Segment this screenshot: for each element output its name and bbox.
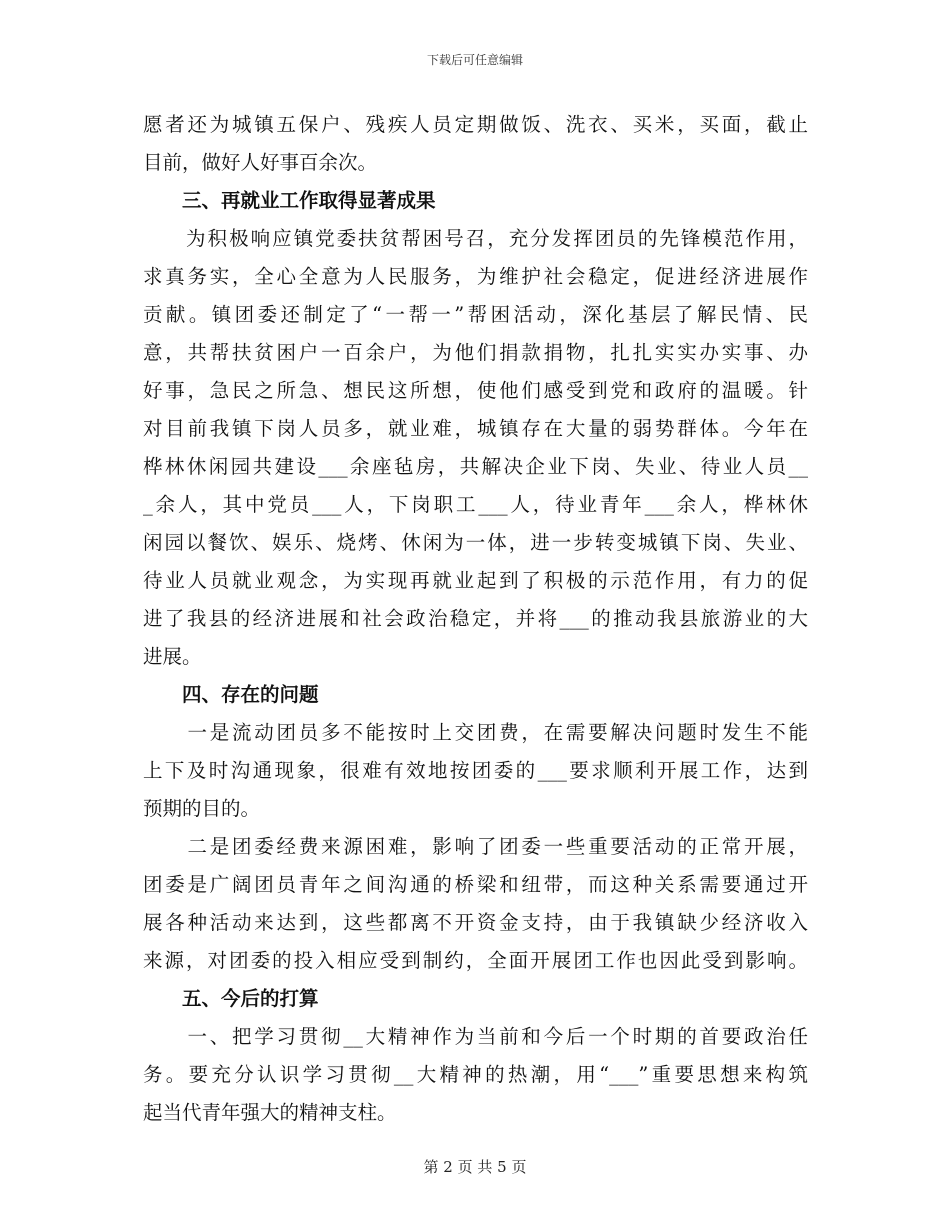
page-number-footer: 第 2 页 共 5 页	[423, 1158, 527, 1176]
body-line: 意，共帮扶贫困户一百余户，为他们捐款捐物，扎扎实实办实事、办	[143, 341, 808, 364]
body-line: 桦林休闲园共建设___余座毡房，共解决企业下岗、失业、待业人员__	[143, 455, 808, 478]
body-line: 上下及时沟通现象，很难有效地按团委的___要求顺利开展工作，达到	[143, 759, 808, 782]
body-line: 预期的目的。	[143, 797, 261, 820]
body-line: _余人，其中党员___人，下岗职工___人，待业青年___余人，桦林休	[143, 493, 808, 516]
document-body	[143, 106, 808, 1132]
body-line: 进了我县的经济进展和社会政治稳定，并将___的推动我县旅游业的大	[143, 607, 808, 630]
body-line: 好事，急民之所急、想民这所想，使他们感受到党和政府的温暖。针	[143, 379, 808, 402]
section-heading: 四、存在的问题	[143, 683, 319, 706]
body-line: 一、把学习贯彻__大精神作为当前和今后一个时期的首要政治任	[143, 1025, 808, 1048]
body-line: 起当代青年强大的精神支柱。	[143, 1101, 397, 1124]
body-line: 求真务实，全心全意为人民服务，为维护社会稳定，促进经济进展作	[143, 265, 808, 288]
body-line: 为积极响应镇党委扶贫帮困号召，充分发挥团员的先锋模范作用，	[143, 227, 808, 250]
body-line: 进展。	[143, 645, 202, 668]
body-line: 对目前我镇下岗人员多，就业难，城镇存在大量的弱势群体。今年在	[143, 417, 808, 440]
body-line: 闲园以餐饮、娱乐、烧烤、休闲为一体，进一步转变城镇下岗、失业、	[143, 531, 808, 554]
body-line: 二是团委经费来源困难，影响了团委一些重要活动的正常开展，	[143, 835, 808, 858]
page-header: 下载后可任意编辑	[426, 53, 523, 67]
body-line: 愿者还为城镇五保户、残疾人员定期做饭、洗衣、买米，买面，截止	[143, 113, 808, 136]
body-line: 待业人员就业观念，为实现再就业起到了积极的示范作用，有力的促	[143, 569, 808, 592]
body-line: 务。要充分认识学习贯彻__大精神的热潮，用“___”重要思想来构筑	[143, 1063, 808, 1086]
section-heading: 五、今后的打算	[143, 987, 319, 1010]
body-line: 贡献。镇团委还制定了“一帮一”帮困活动，深化基层了解民情、民	[143, 303, 808, 326]
section-heading: 三、再就业工作取得显著成果	[143, 189, 436, 212]
body-line: 团委是广阔团员青年之间沟通的桥梁和纽带，而这种关系需要通过开	[143, 873, 808, 896]
body-line: 展各种活动来达到，这些都离不开资金支持，由于我镇缺少经济收入	[143, 911, 808, 934]
body-line: 来源，对团委的投入相应受到制约，全面开展团工作也因此受到影响。	[143, 949, 808, 972]
body-line: 目前，做好人好事百余次。	[143, 151, 378, 174]
body-line: 一是流动团员多不能按时上交团费，在需要解决问题时发生不能	[143, 721, 808, 744]
